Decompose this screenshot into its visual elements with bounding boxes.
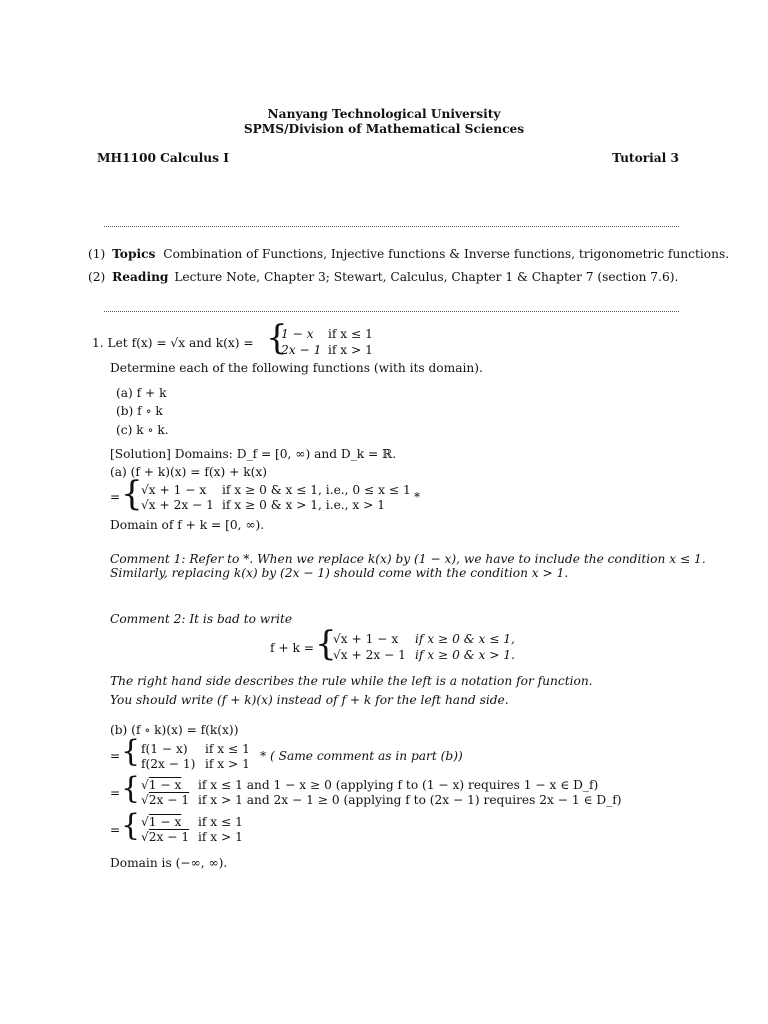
solution-a-row-1-cond: if x ≥ 0 & x ≤ 1, i.e., 0 ≤ x ≤ 1 bbox=[222, 483, 411, 497]
solution-b1-brace: { bbox=[121, 734, 141, 769]
topics-line bbox=[88, 247, 729, 261]
solution-b3-row-2-cond: if x > 1 bbox=[198, 830, 243, 844]
sqrt-sign: √ bbox=[141, 815, 149, 829]
solution-b2-row-1-cond: if x ≤ 1 and 1 − x ≥ 0 (applying f to (1 − x) requires 1 − x ∈ D_f) bbox=[198, 778, 599, 792]
solution-b3-brace: { bbox=[121, 808, 141, 843]
radicand: 1 − x bbox=[148, 778, 182, 792]
k-case-2-cond: if x > 1 bbox=[328, 343, 373, 357]
reading-text: Lecture Note, Chapter 3; Stewart, Calculus, Chapter 1 & Chapter 7 (section 7.6). bbox=[174, 270, 679, 284]
comment-2-row-1-expr: √x + 1 − x bbox=[333, 632, 399, 646]
radicand: 2x − 1 bbox=[148, 830, 190, 844]
k-case-1-cond: if x ≤ 1 bbox=[328, 327, 373, 341]
problem-part-c: (c) k ∘ k. bbox=[116, 423, 169, 437]
problem-part-b: (b) f ∘ k bbox=[116, 404, 163, 418]
solution-b1-row-1-expr: f(1 − x) bbox=[141, 742, 188, 756]
solution-b1-note: * ( Same comment as in part (b)) bbox=[260, 749, 463, 763]
tutorial-number: Tutorial 3 bbox=[612, 151, 679, 165]
reading-number: (2) bbox=[88, 270, 106, 284]
radicand: 2x − 1 bbox=[148, 793, 190, 807]
solution-b1-row-1-cond: if x ≤ 1 bbox=[205, 742, 250, 756]
comment-2-row-2-expr: √x + 2x − 1 bbox=[333, 648, 406, 662]
solution-a-equals: = bbox=[110, 490, 121, 504]
solution-a-heading: (a) (f + k)(x) = f(x) + k(x) bbox=[110, 465, 267, 479]
comment-2-row-1-cond: if x ≥ 0 & x ≤ 1, bbox=[415, 632, 515, 646]
solution-b2-equals: = bbox=[110, 786, 121, 800]
comment-2-brace: { bbox=[315, 624, 337, 664]
dotted-divider-bottom bbox=[104, 311, 679, 312]
solution-a-row-2-expr: √x + 2x − 1 bbox=[141, 498, 214, 512]
solution-b2-row-2-cond: if x > 1 and 2x − 1 ≥ 0 (applying f to (2x − 1) requires 2x − 1 ∈ D_f) bbox=[198, 793, 622, 807]
course-title: MH1100 Calculus I bbox=[97, 151, 229, 165]
topics-text: Combination of Functions, Injective functions & Inverse functions, trigonometric functions. bbox=[163, 247, 730, 261]
comment-2-row-2-cond: if x ≥ 0 & x > 1. bbox=[415, 648, 515, 662]
solution-b1-row-2-expr: f(2x − 1) bbox=[141, 757, 196, 771]
problem-1-lead: 1. Let f(x) = √x and k(x) = bbox=[92, 336, 254, 350]
solution-b-domain: Domain is (−∞, ∞). bbox=[110, 856, 228, 870]
reading-label: Reading bbox=[112, 270, 169, 284]
problem-1-instruction: Determine each of the following functions (with its domain). bbox=[110, 361, 483, 375]
solution-a-domain: Domain of f + k = [0, ∞). bbox=[110, 518, 265, 532]
comment-2-line-2: You should write (f + k)(x) instead of f + k for the left hand side. bbox=[110, 693, 509, 707]
solution-b2-row-2-expr bbox=[141, 793, 189, 807]
comment-2-lhs: f + k = bbox=[270, 641, 314, 655]
comment-1-line-1: Comment 1: Refer to *. When we replace k(x) by (1 − x), we have to include the condition x ≤ 1. bbox=[110, 552, 706, 566]
radicand: 1 − x bbox=[148, 815, 182, 829]
solution-a-row-1-expr: √x + 1 − x bbox=[141, 483, 207, 497]
sqrt-sign: √ bbox=[141, 830, 149, 844]
solution-b3-row-2-expr bbox=[141, 830, 189, 844]
solution-a-star: * bbox=[414, 490, 421, 504]
dotted-divider-top bbox=[104, 226, 679, 227]
sqrt-sign: √ bbox=[141, 793, 149, 807]
comment-2-intro: Comment 2: It is bad to write bbox=[110, 612, 293, 626]
division-title: SPMS/Division of Mathematical Sciences bbox=[243, 122, 525, 136]
k-case-2-expr: 2x − 1 bbox=[281, 343, 322, 357]
k-case-1-expr: 1 − x bbox=[281, 327, 314, 341]
solution-b2-row-1-expr bbox=[141, 778, 181, 792]
solution-b-heading: (b) (f ∘ k)(x) = f(k(x)) bbox=[110, 723, 239, 737]
solution-b1-row-2-cond: if x > 1 bbox=[205, 757, 250, 771]
problem-part-a: (a) f + k bbox=[116, 386, 167, 400]
solution-b3-equals: = bbox=[110, 823, 121, 837]
sqrt-sign: √ bbox=[141, 778, 149, 792]
solution-a-row-2-cond: if x ≥ 0 & x > 1, i.e., x > 1 bbox=[222, 498, 385, 512]
solution-domains: [Solution] Domains: D_f = [0, ∞) and D_k = ℝ. bbox=[110, 447, 397, 461]
k-definition-brace: { bbox=[266, 318, 288, 358]
solution-b3-row-1-cond: if x ≤ 1 bbox=[198, 815, 243, 829]
solution-b1-equals: = bbox=[110, 749, 121, 763]
solution-b3-row-1-expr bbox=[141, 815, 181, 829]
topics-label: Topics bbox=[112, 247, 156, 261]
topics-number: (1) bbox=[88, 247, 106, 261]
comment-2-line-1: The right hand side describes the rule while the left is a notation for function. bbox=[110, 674, 593, 688]
reading-line bbox=[88, 270, 678, 284]
solution-a-brace: { bbox=[121, 474, 143, 514]
comment-1-line-2: Similarly, replacing k(x) by (2x − 1) should come with the condition x > 1. bbox=[110, 566, 569, 580]
university-title: Nanyang Technological University bbox=[267, 107, 501, 121]
solution-b2-brace: { bbox=[121, 771, 141, 806]
